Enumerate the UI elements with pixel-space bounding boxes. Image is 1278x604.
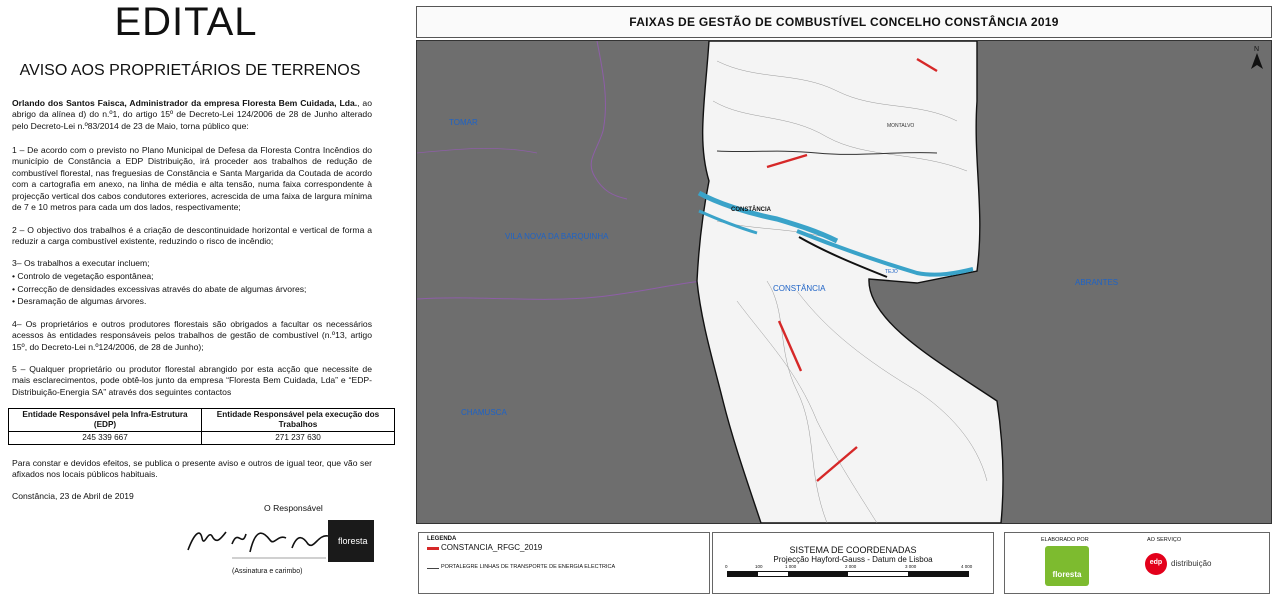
point-1: 1 – De acordo com o previsto no Plano Municipal de Defesa da Floresta Contra Incêndios do município de Constância a EDP Distribuição, irá proceder aos trabalhos de redução de combustível florestal, nas freguesias de Constância e Santa Margarida da Coutada de acordo com a cartografia em anexo, na linha de média e alta tensão, numa faixa correspondente à projecção vertical dos cabos condutores exteriores, acrescida de uma faixa de largura mínima de 7 e 10 metros para cada um dos lados, respectivamente; [12, 145, 372, 213]
signature-caption: (Assinatura e carimbo) [232, 568, 303, 575]
point-2: 2 – O objectivo dos trabalhos é a criação de descontinuidade horizontal e vertical de forma a reduzir a carga combustível existente, reduzindo o risco de incêndio; [12, 225, 372, 247]
legend-heading: LEGENDA [427, 536, 457, 542]
municipality-area [697, 41, 1003, 523]
date-line: Constância, 23 de Abril de 2019 [12, 491, 134, 501]
scale-tick: 100 [755, 564, 763, 569]
point-4: 4– Os proprietários e outros produtores florestais são obrigados a facultar os necessários acessos às entidades responsáveis pelos trabalhos de gestão de combustível (n.º13, artigo 15º, do Decreto-Lei n.º124/2006, de 28 de Junho); [12, 319, 372, 352]
point-3 [12, 257, 372, 308]
legend-fgc-label: CONSTANCIA_RFGC_2019 [441, 543, 543, 552]
legend-fgc-swatch [427, 547, 439, 550]
boundary-line [417, 281, 702, 299]
place-tomar: TOMAR [449, 118, 478, 127]
edp-phone: 245 339 667 [9, 432, 202, 445]
map-canvas [417, 41, 1271, 523]
coords-subtitle: Projecção Hayford-Gauss - Datum de Lisboa [773, 555, 933, 564]
place-constancia-town: CONSTÂNCIA [731, 207, 771, 213]
floresta-logo-text: floresta [1052, 570, 1082, 579]
boundary-line [417, 148, 537, 153]
contacts-table [8, 408, 395, 445]
place-chamusca: CHAMUSCA [461, 408, 507, 417]
north-arrow-icon [1251, 46, 1263, 69]
scale-tick: 2 000 [845, 564, 857, 569]
map-title: FAIXAS DE GESTÃO DE COMBUSTÍVEL CONCELHO CONSTÂNCIA 2019 [416, 6, 1272, 38]
scale-tick: 1 000 [785, 564, 797, 569]
coordinate-system-box [712, 532, 994, 594]
map-panel [414, 4, 1274, 600]
point-3-title: 3– Os trabalhos a executar incluem; [12, 258, 150, 268]
edp-logo-text: edp [1149, 559, 1163, 566]
scale-tick: 0 [725, 564, 728, 569]
point-3-item: • Desramação de algumas árvores. [12, 296, 147, 307]
scale-tick: 3 000 [905, 564, 917, 569]
edital-notice [0, 0, 400, 604]
legend-box [418, 532, 710, 594]
works-phone: 271 237 630 [202, 432, 395, 445]
legend-power-swatch [427, 568, 439, 569]
boundary-line [591, 41, 627, 199]
place-vila-nova: VILA NOVA DA BARQUINHA [505, 232, 609, 241]
coords-title: SISTEMA DE COORDENADAS [789, 545, 917, 555]
notice-subtitle: AVISO AOS PROPRIETÁRIOS DE TERRENOS [19, 62, 361, 79]
table-header-works: Entidade Responsável pela execução dos Trabalhos [202, 409, 395, 432]
credits-box [1004, 532, 1270, 594]
place-tejo: TEJO [885, 269, 898, 275]
stamp-text: floresta [338, 536, 368, 546]
map-frame [416, 40, 1272, 524]
floresta-logo [1045, 546, 1089, 586]
notice-title: EDITAL [114, 0, 258, 44]
intro-rest: , ao abrigo da alínea d) do n.º1, do artigo 15º de Decreto-Lei 124/2006 de 28 de Junho alterado pelo Decreto-Lei n.º83/2014 de 23 de Maio, torna público que: [12, 98, 372, 131]
made-by-label: ELABORADO POR [1041, 537, 1089, 543]
point-5: 5 – Qualquer proprietário ou produtor florestal abrangido por esta acção que necessite de mais esclarecimentos, pode obtê-los junto da empresa “Floresta Bem Cuidada, Lda” e “EDP-Distribuição-Energia SA” através dos seguintes contactos [12, 364, 372, 397]
point-3-item: • Correcção de densidades excessivas através do abate de algumas árvores; [12, 283, 307, 294]
intro-paragraph [12, 98, 372, 132]
point-3-item: • Controlo de vegetação espontânea; [12, 270, 154, 281]
place-montalvo: MONTALVO [887, 123, 915, 129]
table-header-row [9, 409, 395, 432]
responsible-label: O Responsável [264, 503, 323, 513]
closing-paragraph: Para constar e devidos efeitos, se publica o presente aviso e outros de igual teor, que vão ser afixados nos locais públicos habituais. [12, 458, 372, 480]
place-abrantes: ABRANTES [1075, 278, 1119, 287]
scale-bar [727, 571, 969, 577]
service-label: AO SERVIÇO [1147, 537, 1182, 543]
edp-distribuicao-text: distribuição [1171, 559, 1212, 568]
north-label: N [1254, 46, 1260, 53]
place-constancia-municipality: CONSTÂNCIA [773, 284, 826, 293]
table-header-edp: Entidade Responsável pela Infra-Estrutura (EDP) [9, 409, 202, 432]
signature-stamp [180, 514, 380, 566]
edp-logo [1145, 553, 1167, 575]
intro-bold: Orlando dos Santos Faisca, Administrador da empresa Floresta Bem Cuidada, Lda. [12, 98, 358, 108]
scale-tick: 4 000 [961, 564, 973, 569]
table-row [9, 432, 395, 445]
handwritten-signature [188, 532, 328, 552]
legend-power-label: PORTALEGRE LINHAS DE TRANSPORTE DE ENERGIA ELECTRICA [441, 564, 616, 570]
